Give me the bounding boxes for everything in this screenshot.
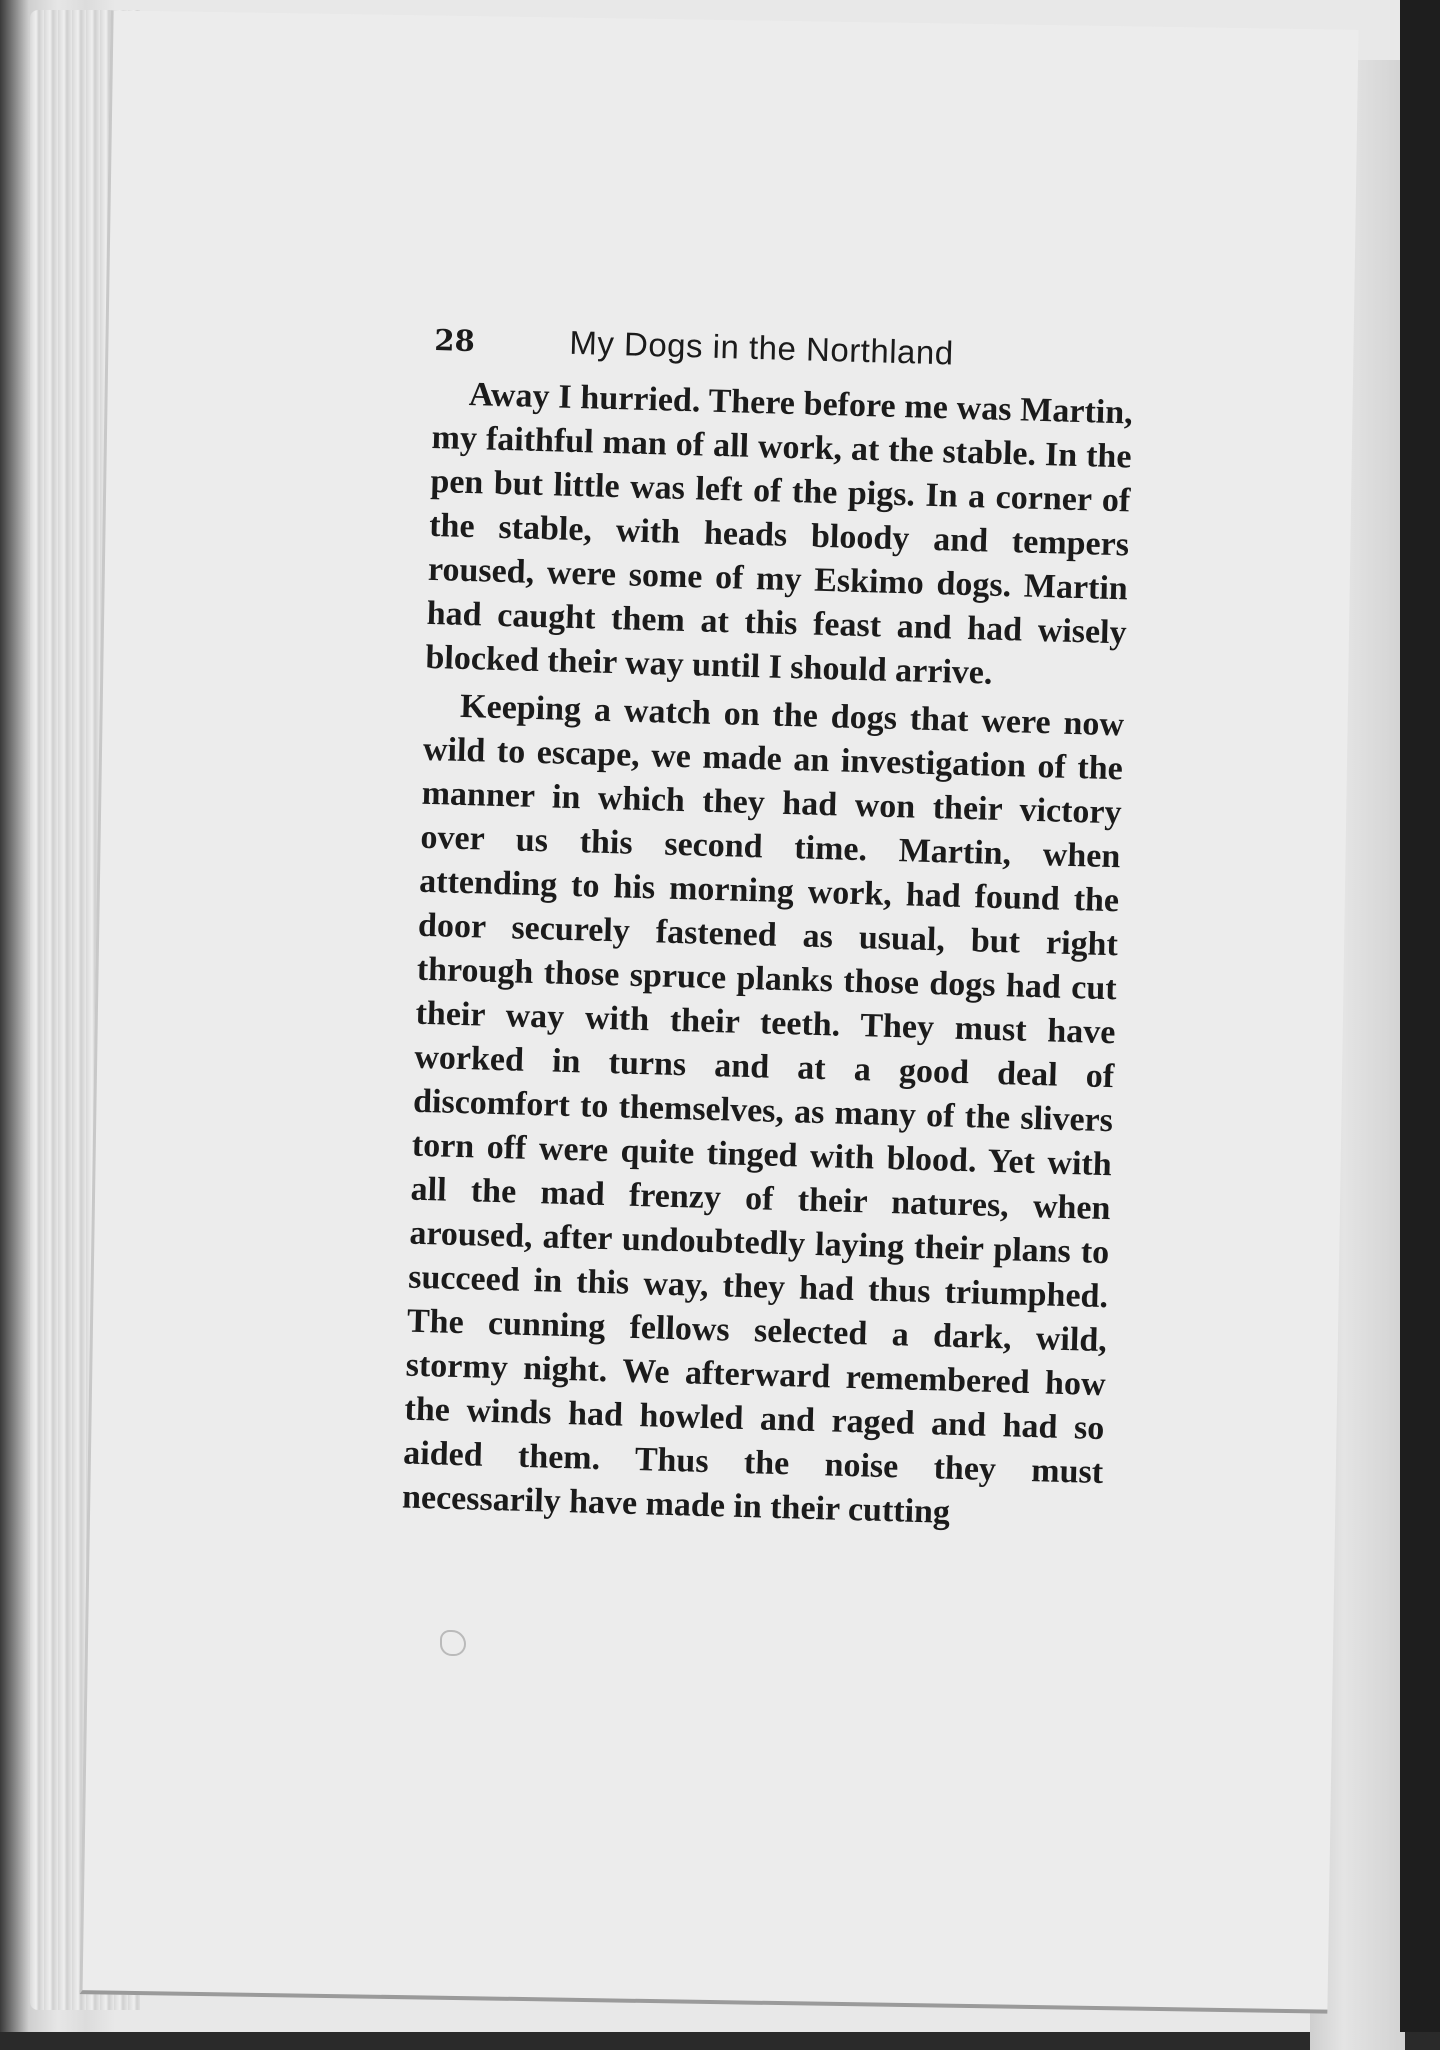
paragraph: Keeping a watch on the dogs that were now wild to escape, we made an investigation of the manner in which they had won their victory over us this second time. Martin, when attending to his morning work, had found the door securely fastened as usual, but right through those spruce planks those dogs had cut their way with their teeth. They must have worked in turns and at a good deal of discomfort to themselves, as many of the slivers torn off were quite tinged with blood. Yet with all the mad frenzy of their natures, when aroused, after undoubtedly laying their plans to succeed in this way, they had thus triumphed. The cunning fellows selected a dark, wild, stormy night. We afterward remembered how the winds had howled and raged and had so aided them. Thus the noise they must necessarily have made in their cutting bbox=[401, 687, 1125, 1531]
paragraph: Away I hurried. There before me was Martin, my faithful man of all work, at the stable. In the pen but little was left of the pigs. In a corner of the stable, with heads bloody and tempers roused, were some of my Eskimo dogs. Martin had caught them at this feast and had wisely blocked their way until I should arrive. bbox=[425, 375, 1134, 692]
page-text-block bbox=[401, 320, 1134, 1543]
scan-border bbox=[1400, 0, 1440, 2032]
page-number: 28 bbox=[433, 322, 476, 359]
book-title: My Dogs in the Northland bbox=[568, 323, 955, 372]
body-text bbox=[401, 372, 1133, 1539]
pencil-mark bbox=[440, 1630, 466, 1656]
